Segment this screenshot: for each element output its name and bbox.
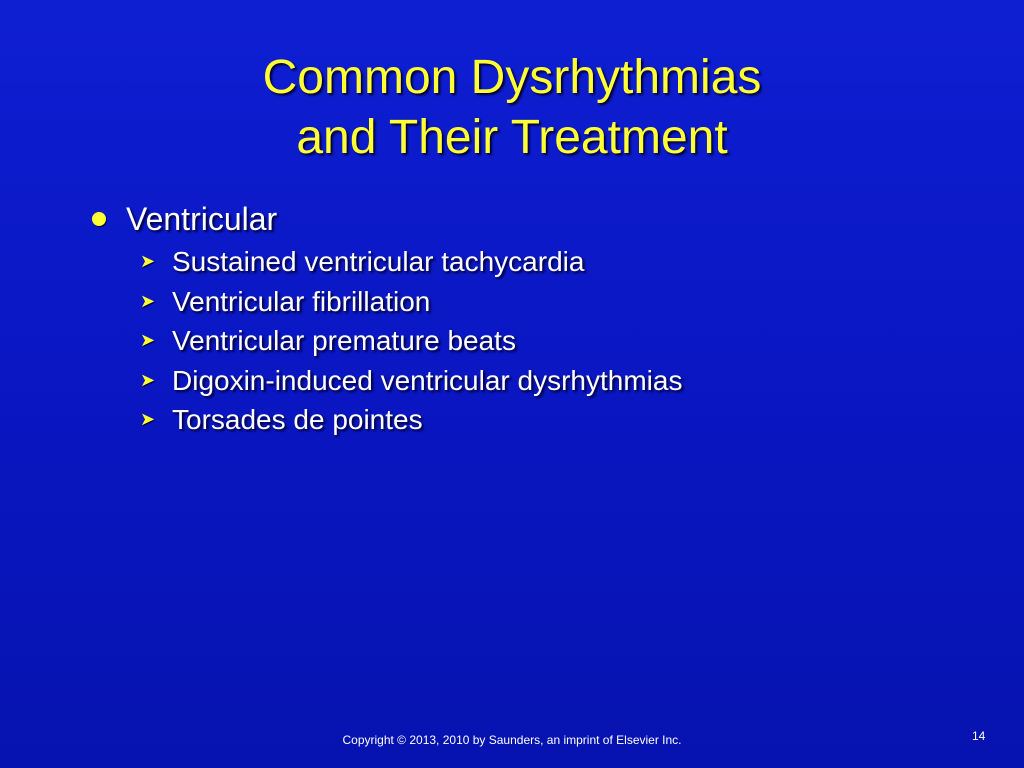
sub-bullet-label: Sustained ventricular tachycardia [172,246,585,277]
bullet-dot-icon [92,212,106,226]
sub-bullet-item [140,400,988,440]
sub-bullet-item [140,242,988,282]
slide-title-line-2: and Their Treatment [296,111,728,164]
slide-title [0,48,1024,168]
arrowhead-bullet-icon: ➤ [140,409,156,429]
page-number: 14 [972,729,986,743]
sub-bullet-label: Torsades de pointes [172,404,423,435]
sub-bullet-item [140,282,988,322]
sub-bullet-label: Digoxin-induced ventricular dysrhythmias [172,364,683,396]
arrowhead-bullet-icon: ➤ [140,369,156,390]
arrowhead-bullet-icon: ➤ [140,251,156,271]
sub-bullet-item [140,361,988,401]
sub-bullet-item [140,321,988,361]
arrowhead-bullet-icon: ➤ [140,290,156,311]
sub-bullet-list [140,242,988,440]
slide-title-line-1: Common Dysrhythmias [262,51,762,104]
sub-bullet-label: Ventricular fibrillation [172,285,431,317]
bullet-list [88,198,988,440]
arrowhead-bullet-icon: ➤ [140,330,156,350]
bullet-item-ventricular [88,198,988,240]
bullet-item-label: Ventricular [126,201,278,237]
sub-bullet-label: Ventricular premature beats [172,325,516,356]
copyright-footer: Copyright © 2013, 2010 by Saunders, an imprint of Elsevier Inc. [342,733,682,747]
